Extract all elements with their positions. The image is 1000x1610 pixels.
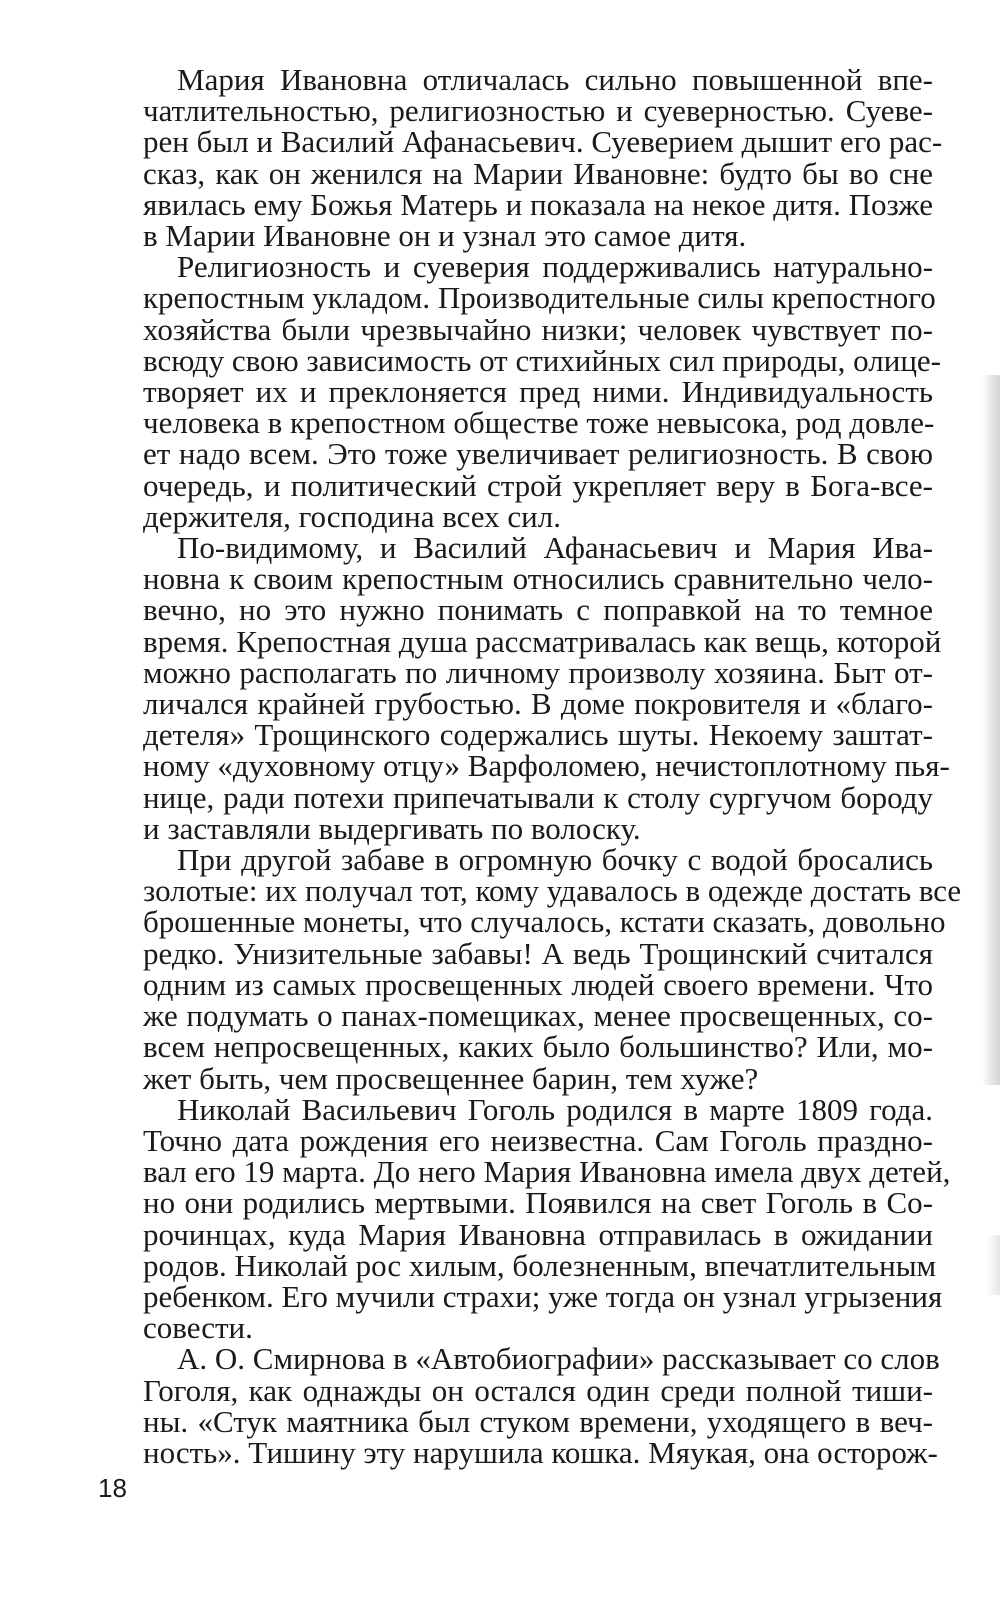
page-edge-shadow	[986, 1235, 1000, 1295]
text-line: очередь, и политический строй укрепляет веру в Бога-все-	[143, 467, 933, 503]
text-line: При другой забаве в огромную бочку с водой бросались	[177, 842, 933, 878]
text-line: нице, ради потехи припечатывали к столу сургучом бороду	[143, 779, 933, 815]
text-line: творяет их и преклоняется пред ними. Индивидуальность	[143, 374, 933, 410]
text-line: Религиозность и суеверия поддерживались натурально-	[177, 249, 933, 285]
text-line: крепостным укладом. Производительные силы крепостного	[143, 280, 936, 316]
text-line: держителя, господина всех сил.	[143, 498, 561, 534]
text-line: детеля» Трощинского содержались шуты. Некоему заштат-	[143, 717, 933, 753]
text-line: Гоголя, как однажды он остался один среди полной тиши-	[143, 1372, 933, 1408]
text-line: золотые: их получал тот, кому удавалось в одежде достать все	[143, 873, 962, 909]
text-line: совести.	[143, 1310, 253, 1346]
text-line: всюду свою зависимость от стихийных сил природы, олице-	[143, 342, 941, 378]
text-line: человека в крепостном обществе тоже невысока, род довле-	[143, 405, 935, 441]
page-edge-shadow	[982, 375, 1000, 1085]
text-line: ребенком. Его мучили страхи; уже тогда он узнал угрызения	[143, 1278, 943, 1314]
text-line: рочинцах, куда Мария Ивановна отправилась в ожидании	[143, 1216, 933, 1252]
paragraph	[143, 530, 950, 846]
text-line: можно располагать по личному произволу хозяина. Быт от-	[143, 654, 933, 690]
text-line: родов. Николай рос хилым, болезненным, впечатлительным	[143, 1247, 937, 1283]
text-line: брошенные монеты, что случалось, кстати сказать, довольно	[143, 904, 946, 940]
paragraph	[143, 62, 943, 254]
text-line: и заставляли выдергивать по волоску.	[143, 810, 641, 846]
text-line: новна к своим крепостным относились сравнительно чело-	[143, 561, 933, 597]
text-line: ность». Тишину эту нарушила кошка. Мяукая, она осторож-	[143, 1434, 938, 1470]
paragraph	[143, 249, 941, 534]
text-line: одним из самых просвещенных людей своего времени. Что	[143, 966, 933, 1002]
text-line: чатлительностью, религиозностью и суеверностью. Суеве-	[143, 93, 933, 129]
text-line: А. О. Смирнова в «Автобиографии» рассказывает со слов	[177, 1341, 940, 1377]
body-text	[143, 62, 962, 1470]
text-line: в Марии Ивановне он и узнал это самое дитя.	[143, 218, 747, 254]
text-line: личался крайней грубостью. В доме покровителя и «благо-	[143, 686, 933, 722]
text-line: жет быть, чем просвещеннее барин, тем хуже?	[143, 1060, 759, 1096]
text-line: хозяйства были чрезвычайно низки; человек чувствует по-	[143, 311, 933, 347]
text-line: редко. Унизительные забавы! А ведь Трощинский считался	[143, 935, 933, 971]
text-line: вечно, но это нужно понимать с поправкой на то темное	[143, 592, 933, 628]
text-line: По-видимому, и Василий Афанасьевич и Мария Ива-	[177, 530, 933, 566]
text-line: Точно дата рождения его неизвестна. Сам Гоголь праздно-	[143, 1122, 933, 1158]
text-line: всем непросвещенных, каких было большинство? Или, мо-	[143, 1029, 933, 1065]
text-line: ны. «Стук маятника был стуком времени, уходящего в веч-	[143, 1403, 933, 1439]
text-line: Николай Васильевич Гоголь родился в марте 1809 года.	[177, 1091, 933, 1127]
text-line: же подумать о панах-помещиках, менее просвещенных, со-	[143, 998, 933, 1034]
text-line: вал его 19 марта. До него Мария Ивановна имела двух детей,	[143, 1154, 951, 1190]
text-line: Мария Ивановна отличалась сильно повышенной впе-	[177, 62, 933, 97]
text-line: рен был и Василий Афанасьевич. Суеверием дышит его рас-	[143, 124, 943, 160]
text-line: явилась ему Божья Матерь и показала на некое дитя. Позже	[143, 186, 933, 222]
text-line: ет надо всем. Это тоже увеличивает религиозность. В свою	[143, 436, 933, 472]
text-line: время. Крепостная душа рассматривалась как вещь, которой	[143, 623, 942, 659]
paragraph	[143, 842, 962, 1096]
paragraph	[143, 1091, 951, 1346]
page-number: 18	[98, 1473, 127, 1503]
text-line: но они родились мертвыми. Появился на свет Гоголь в Со-	[143, 1185, 933, 1221]
paragraph	[143, 1341, 940, 1470]
text-line: ному «духовному отцу» Варфоломею, нечистоплотному пья-	[143, 748, 950, 784]
text-line: сказ, как он женился на Марии Ивановне: будто бы во сне	[143, 155, 933, 191]
